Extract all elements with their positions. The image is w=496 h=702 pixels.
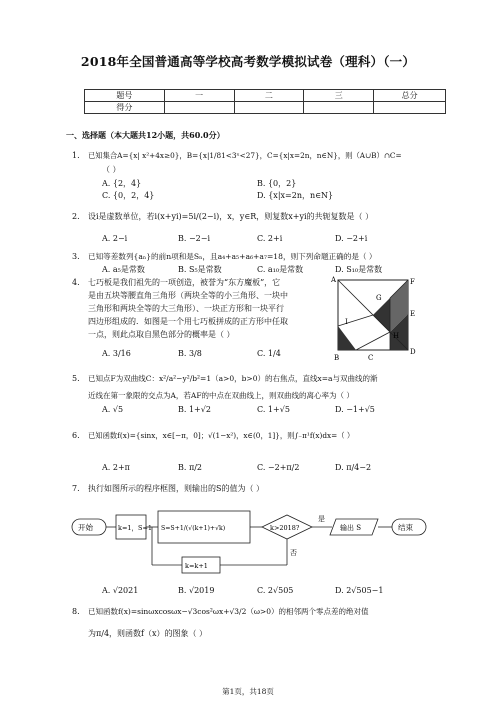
option-d: D. S₁₀是常数 [335,265,383,274]
table-cell: 三 [304,90,374,102]
question-number: 8. [72,607,80,616]
option-c: C. {0，2，4} [102,191,155,200]
option-a: A. √2021 [102,586,139,595]
question-line: 三角形和两块全等的大三角形）、一块正方形和一块平行 [88,304,284,313]
figure-label: H [393,332,400,340]
table-cell [374,102,446,114]
flow-yes: 是 [318,515,325,523]
flow-start: 开始 [78,523,93,532]
question-number: 2. [72,212,80,221]
question-number: 4. [72,278,80,287]
table-cell: 二 [234,90,304,102]
option-b: B. 1+√2 [178,405,211,414]
page-title: 2018年全国普通高等学校高考数学模拟试卷（理科）（一） [80,54,416,69]
option-a: A. 2+π [102,463,130,472]
option-b: B. π/2 [178,463,203,472]
table-cell: 题号 [85,90,165,102]
figure-label: I [345,318,348,326]
option-a: A. a₅是常数 [102,265,145,274]
question-line: 四边形组成的．如图是一个用七巧板拼成的正方形中任取 [88,317,288,326]
figure-label: B [334,354,340,362]
question-stem: 已知集合A={x| x²+4x≥0}，B={x|1/81<3ˣ<27}，C={x|x=2n，n∈N}，则（A∪B）∩C= [88,151,402,160]
section-heading: 一、选择题（本大题共12小题，共60.0分） [66,130,225,140]
table-cell: 总分 [374,90,446,102]
question-line: 已知点F为双曲线C：x²/a²−y²/b²=1（a>0，b>0）的右焦点，直线x=a与双曲线的渐 [88,374,378,383]
table-row [85,90,446,102]
question-stem: 已知函数f(x)={sinx，x∈[−π，0]；√(1−x²)，x∈(0，1]}，则∫₋π¹f(x)dx=（ ） [88,431,355,440]
question-line: 是由五块等腰直角三角形（两块全等的小三角形、一块中 [88,291,288,300]
table-cell: 得分 [85,102,165,114]
table-cell: 一 [164,90,234,102]
question-number: 7. [72,484,80,493]
figure-label: D [410,348,416,356]
option-b: B. √2019 [178,586,215,595]
flow-no: 否 [290,549,297,557]
question-line: 为π/4，则函数f（x）的图象（ ） [88,629,208,638]
question-number: 6. [72,431,80,440]
flow-update: S=S+1/(√(k+1)+√k) [161,525,226,532]
option-c: C. a₁₀是常数 [257,265,304,274]
question-number: 5. [72,374,80,383]
table-cell [234,102,304,114]
question-number: 3. [72,252,80,261]
page-footer: 第1页，共18页 [222,687,274,696]
option-a: A. 3/16 [102,349,131,358]
table-cell [164,102,234,114]
flow-init: k=1，S=1 [118,524,153,532]
figure-label: C [368,354,374,362]
option-a: A. √5 [102,405,124,414]
figure-label: E [410,310,416,318]
question-line: 一点，则此点取自黑色部分的概率是（ ） [88,330,235,339]
flow-output: 输出 S [340,524,362,532]
tangram-figure [330,274,420,366]
question-line: 七巧板是我们祖先的一项创造，被誉为“东方魔板”，它 [88,278,281,287]
option-d: D. −2+i [335,234,368,243]
option-b: B. {0，2} [257,179,297,188]
table-row [85,102,446,114]
table-cell [304,102,374,114]
question-stem: 设i是虚数单位，若i(x+yi)=5i/(2−i)，x，y∈R，则复数x+yi的共轭复数是（ ） [88,212,374,221]
option-c: C. −2+π/2 [257,463,300,472]
question-stem: 执行如图所示的程序框图，则输出的S的值为（ ） [88,484,265,493]
option-c: C. 2√505 [257,586,294,595]
flow-increment: k=k+1 [185,562,208,570]
option-a: A. 2−i [102,234,128,243]
question-line: 近线在第一象限的交点为A，若AF的中点在双曲线上，则双曲线的离心率为（ ） [88,391,354,400]
flowchart [70,505,450,575]
option-a: A. {2，4} [102,179,142,188]
option-d: D. {x|x=2n，n∈N} [257,191,334,200]
question-number: 1. [72,151,80,160]
option-c: C. 1/4 [257,349,281,358]
figure-label: G [376,294,382,302]
question-line: 已知函数f(x)=sinωxcosωx−√3cos²ωx+√3/2（ω>0）的相邻两个零点差的绝对值 [88,607,369,616]
figure-label: F [410,278,415,286]
option-b: B. −2−i [178,234,211,243]
answer-paren: （ ） [102,165,121,174]
flow-condition: k>2018? [270,524,300,532]
figure-label: A [331,276,337,284]
option-d: D. 2√505−1 [335,586,384,595]
option-d: D. −1+√5 [335,405,375,414]
option-d: D. π/4−2 [335,463,372,472]
flow-end: 结束 [398,523,413,532]
option-b: B. S₅是常数 [178,265,222,274]
score-table [84,89,446,114]
question-stem: 已知等差数列{aₙ}的前n项和是Sₙ，且a₄+a₅+a₆+a₇=18，则下列命题正确的是（ ） [88,252,377,261]
option-b: B. 3/8 [178,349,202,358]
option-c: C. 2+i [257,234,283,243]
option-c: C. 1+√5 [257,405,290,414]
